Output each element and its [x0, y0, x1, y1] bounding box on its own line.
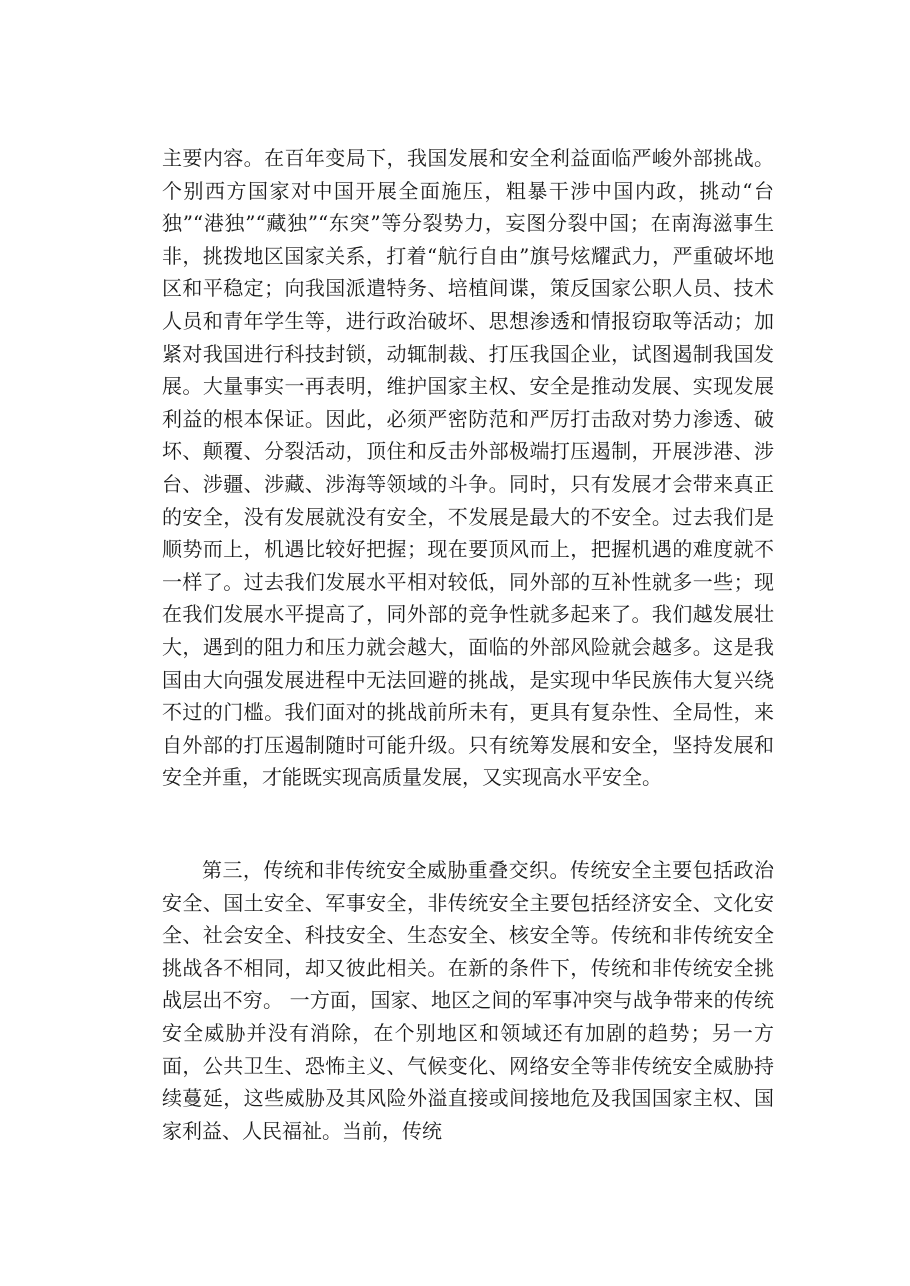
body-paragraph-2: 第三，传统和非传统安全威胁重叠交织。传统安全主要包括政治安全、国土安全、军事安全，非传统安全主要包括经济安全、文化安全、社会安全、科技安全、生态安全、核安全等。传统和非传统安全挑战各不相同，却又彼此相关。在新的条件下，传统和非传统安全挑战层出不穷。 一方面，国家、地区之间的军事冲突与战争带来的传统安全威胁并没有消除，在个别地区和领域还有加剧的趋势；另一方面，公共卫生、恐怖主义、气候变化、网络安全等非传统安全威胁持续蔓延，这些威胁及其风险外溢直接或间接地危及我国国家主权、国家利益、人民福祉。当前，传统	[162, 858, 774, 1143]
body-paragraph-1: 主要内容。在百年变局下，我国发展和安全利益面临严峻外部挑战。个别西方国家对中国开展全面施压，粗暴干涉中国内政，挑动“台独”“港独”“藏独”“东突”等分裂势力，妄图分裂中国；在南海滋事生非，挑拨地区国家关系，打着“航行自由”旗号炫耀武力，严重破坏地区和平稳定；向我国派遣特务、培植间谍，策反国家公职人员、技术人员和青年学生等，进行政治破坏、思想渗透和情报窃取等活动；加紧对我国进行科技封锁，动辄制裁、打压我国企业，试图遏制我国发展。大量事实一再表明，维护国家主权、安全是推动发展、实现发展利益的根本保证。因此，必须严密防范和严厉打击敌对势力渗透、破坏、颠覆、分裂活动，顶住和反击外部极端打压遏制，开展涉港、涉台、涉疆、涉藏、涉海等领域的斗争。同时，只有发展才会带来真正的安全，没有发展就没有安全，不发展是最大的不安全。过去我们是顺势而上，机遇比较好把握；现在要顶风而上，把握机遇的难度就不一样了。过去我们发展水平相对较低，同外部的互补性就多一些；现在我们发展水平提高了，同外部的竞争性就多起来了。我们越发展壮大，遇到的阻力和压力就会越大，面临的外部风险就会越多。这是我国由大向强发展进程中无法回避的挑战，是实现中华民族伟大复兴绕不过的门槛。我们面对的挑战前所未有，更具有复杂性、全局性，来自外部的打压遏制随时可能升级。只有统筹发展和安全，坚持发展和安全并重，才能既实现高质量发展，又实现高水平安全。	[162, 146, 774, 790]
